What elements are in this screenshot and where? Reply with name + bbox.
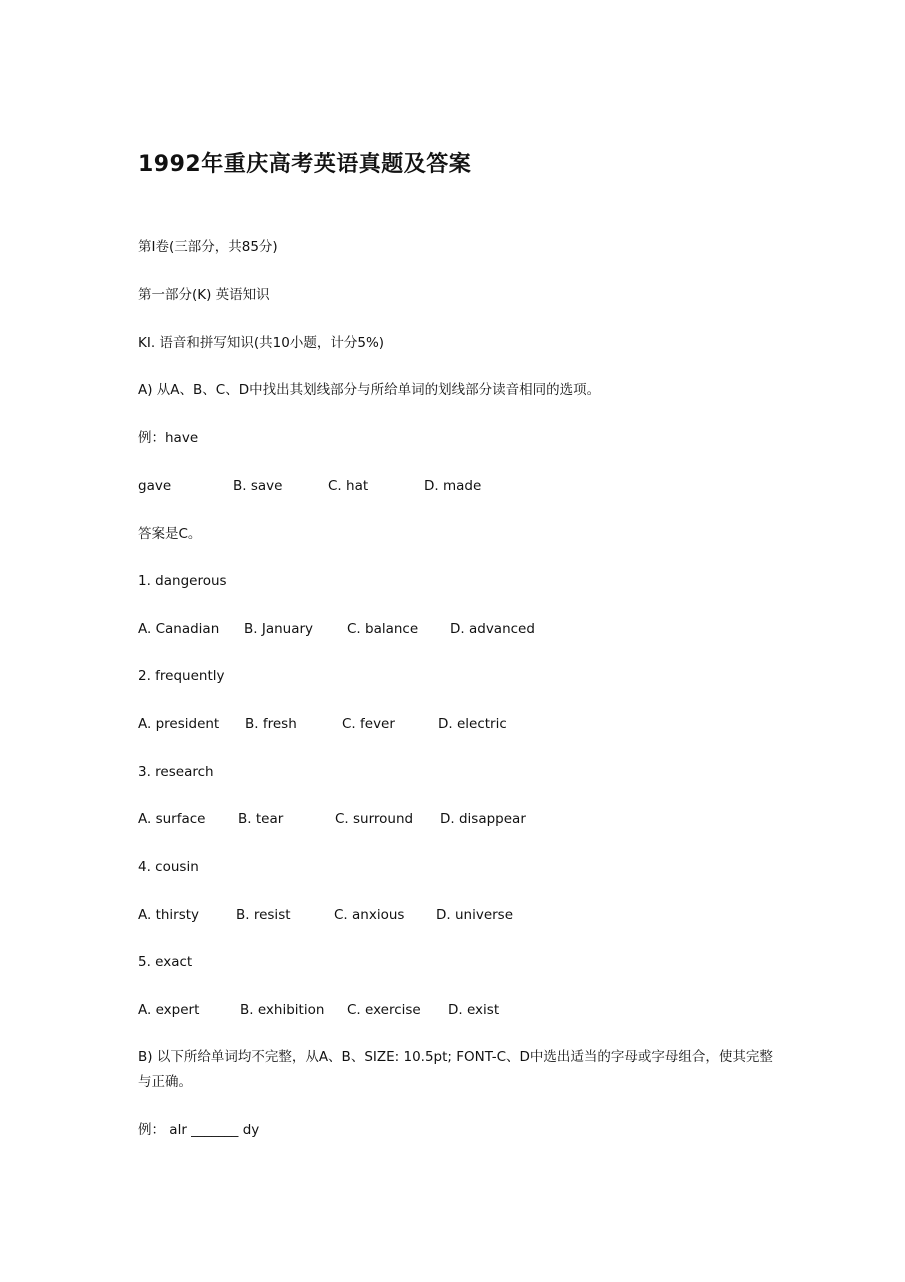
part-header: 第Ⅰ卷(三部分，共85分) (138, 239, 278, 255)
example-answer: 答案是C。 (138, 526, 202, 542)
question-option: C. balance (347, 621, 419, 637)
question-option: D. exist (448, 1002, 500, 1018)
question-option: A. president (138, 716, 220, 732)
question-option: B. exhibition (240, 1002, 325, 1018)
question-option: A. Canadian (138, 621, 220, 637)
question-option: D. disappear (440, 811, 526, 827)
example-option: D. made (424, 478, 482, 494)
question-stem: 5. exact (138, 954, 193, 970)
question-option: C. fever (342, 716, 395, 732)
question-option: B. resist (236, 907, 291, 923)
question-option: D. universe (436, 907, 514, 923)
question-stem: 2. frequently (138, 668, 225, 684)
example-b: 例： alr _______ dy (138, 1122, 260, 1138)
example-option: gave (138, 478, 172, 494)
example-option: C. hat (328, 478, 369, 494)
question-option: B. tear (238, 811, 284, 827)
question-option: C. surround (335, 811, 414, 827)
question-option: D. electric (438, 716, 507, 732)
section-header: 第一部分(K) 英语知识 (138, 287, 270, 303)
instruction-b: B) 以下所给单词均不完整，从A、B、SIZE: 10.5pt; FONT-C、D中选出适当的字母或字母组合，使其完整与正确。 (138, 1049, 773, 1090)
question-option: A. expert (138, 1002, 200, 1018)
question-option: C. exercise (347, 1002, 421, 1018)
ki-header: KI. 语音和拼写知识(共10小题，计分5%) (138, 335, 385, 351)
question-option: A. thirsty (138, 907, 200, 923)
question-option: C. anxious (334, 907, 405, 923)
question-stem: 3. research (138, 764, 214, 780)
question-option: B. fresh (245, 716, 297, 732)
question-stem: 1. dangerous (138, 573, 227, 589)
example-option: B. save (233, 478, 283, 494)
example-label: 例：have (138, 430, 199, 446)
page-title: 1992年重庆高考英语真题及答案 (138, 152, 472, 177)
question-option: D. advanced (450, 621, 535, 637)
question-option: A. surface (138, 811, 206, 827)
question-stem: 4. cousin (138, 859, 199, 875)
instruction-a: A) 从A、B、C、D中找出其划线部分与所给单词的划线部分读音相同的选项。 (138, 382, 601, 398)
question-option: B. January (244, 621, 314, 637)
